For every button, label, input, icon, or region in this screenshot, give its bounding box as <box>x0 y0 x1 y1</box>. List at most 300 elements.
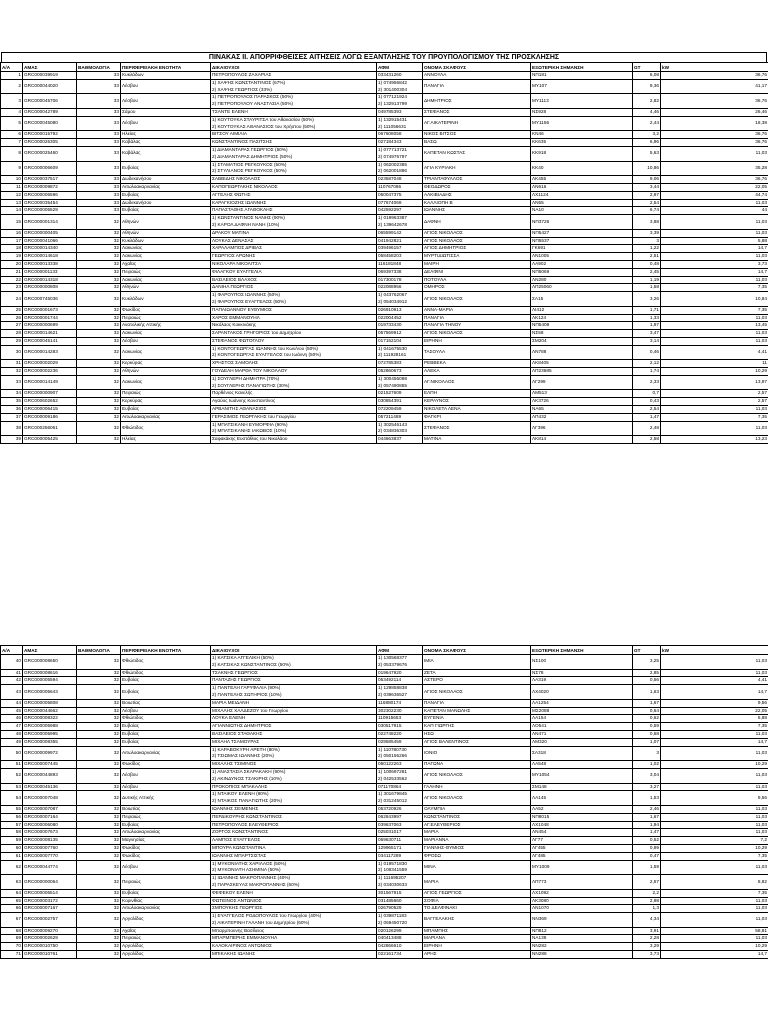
cell-line: 065599142 <box>378 229 402 235</box>
cell-score: 33 <box>77 146 121 161</box>
cell-beneficiaries <box>211 284 377 292</box>
cell-external-marking: ΛΝ454 <box>531 829 633 837</box>
cell-score: 32 <box>77 852 121 860</box>
cell-amas-code: GRC000014621 <box>23 330 77 338</box>
table-row <box>1 436 768 444</box>
cell-row-number: 34 <box>1 390 23 398</box>
cell-line: 1) ΜΠΑΤΣΙΚΑΝΗ ΕΥΜΟΡΦΙΑ (90%) <box>212 421 288 427</box>
cell-external-marking: ΚΝ46 <box>531 131 633 139</box>
cell-line: 2) 062001886 <box>378 168 407 174</box>
cell-regional-unit: Πειραιώς <box>121 935 211 943</box>
cell-external-marking: ΛΧ1124 <box>531 191 633 199</box>
cell-row-number: 67 <box>1 913 23 928</box>
cell-amas-code: GRC000001133 <box>23 268 77 276</box>
cell-external-marking: ΛΠ432 <box>531 413 633 421</box>
cell-external-marking: ΝΠ181 <box>531 72 633 80</box>
cell-beneficiaries <box>211 245 377 253</box>
table-row <box>1 131 768 139</box>
cell-score: 33 <box>77 131 121 139</box>
cell-external-marking: ΜΥ1009 <box>531 860 633 875</box>
table-row <box>1 421 768 436</box>
table-row <box>1 699 768 707</box>
cell-line: 2) ΑΚΙΝΔΥΝΟΣ ΤΣΑΚΙΡΗΣ (10%) <box>212 775 282 781</box>
cell-amas-code: GRC000045080 <box>23 116 77 131</box>
cell-external-marking: ΝΠ5069 <box>531 268 633 276</box>
cell-row-number: 36 <box>1 406 23 414</box>
cell-beneficiaries <box>211 813 377 821</box>
cell-external-marking: ΝΠ812 <box>531 927 633 935</box>
cell-external-marking: ΜΥ1156 <box>531 116 633 131</box>
cell-gt-value: 2,45 <box>633 268 661 276</box>
cell-regional-unit: Ευβοίας <box>121 889 211 897</box>
cell-line: ΓΟΥΔΕΛΗ ΜΑΡΘΑ ΤΟΥ ΝΙΚΟΛΑΟΥ <box>212 368 288 374</box>
cell-line: 022088956 <box>378 284 402 290</box>
cell-gt-value: 2,57 <box>633 875 661 890</box>
cell-gt-value: 2,44 <box>633 116 661 131</box>
cell-score: 32 <box>77 837 121 845</box>
cell-amas-code: GRC000014618 <box>23 253 77 261</box>
cell-tax-id <box>377 337 423 345</box>
cell-beneficiaries <box>211 436 377 444</box>
table-row <box>1 322 768 330</box>
cell-line: Μπαρμπουνης Βασίλειος <box>212 927 265 933</box>
cell-line: 2) 039636527 <box>378 691 407 697</box>
cell-tax-id <box>377 927 423 935</box>
cell-regional-unit: Ανατολικής Αττικής <box>121 322 211 330</box>
cell-gt-value: 1,59 <box>633 860 661 875</box>
cell-line: 1) 039871183 <box>378 913 407 919</box>
cell-regional-unit: Λακωνίας <box>121 245 211 253</box>
cell-gt-value: 2,12 <box>633 360 661 368</box>
cell-line: ΠΕΤΡΟΠΟΥΛΟΣ ΖΑΧΑΡΙΑΣ <box>212 72 272 77</box>
cell-external-marking: ΝΠ5537 <box>531 237 633 245</box>
cell-beneficiaries <box>211 94 377 109</box>
cell-regional-unit: Πειραιώς <box>121 390 211 398</box>
cell-line: ΜΙΧΑΛΗΣ ΤΣΙΜΙΝΟΣ <box>212 761 257 767</box>
cell-amas-code: GRC000009972 <box>23 746 77 761</box>
cell-beneficiaries <box>211 260 377 268</box>
cell-tax-id <box>377 951 423 959</box>
cell-beneficiaries <box>211 237 377 245</box>
cell-amas-code: GRC000001744 <box>23 314 77 322</box>
cell-row-number: 35 <box>1 398 23 406</box>
cell-line: 022004452 <box>378 314 402 320</box>
cell-regional-unit: Πειραιώς <box>121 314 211 322</box>
cell-amas-code: GRC000007760 <box>23 844 77 852</box>
cell-tax-id <box>377 368 423 376</box>
cell-vessel-name: ΘΕΟΔΩΡΟΣ <box>423 183 531 191</box>
cell-regional-unit: Δωδεκανήσου <box>121 176 211 184</box>
cell-vessel-name: ΠΟΤΟΥΛΑ <box>423 276 531 284</box>
cell-kw-value: 7,35 <box>661 723 768 731</box>
cell-score: 33 <box>77 183 121 191</box>
cell-vessel-name: ΙΩΑΝΝΗΣ <box>423 207 531 215</box>
table-row <box>1 715 768 723</box>
cell-regional-unit: Αιτωλοακαρνανίας <box>121 413 211 421</box>
cell-gt-value: 3 <box>633 746 661 761</box>
cell-external-marking: ΝΣ78 <box>531 669 633 677</box>
cell-tax-id <box>377 746 423 761</box>
cell-row-number: 20 <box>1 260 23 268</box>
cell-kw-value: 11,03 <box>661 813 768 821</box>
cell-vessel-name: ΜΑΡΙΑ <box>423 829 531 837</box>
cell-gt-value: 2,2 <box>633 889 661 897</box>
cell-vessel-name: ΕΙΡΗΝΗ <box>423 337 531 345</box>
table-row <box>1 260 768 268</box>
cell-gt-value: 3,27 <box>633 783 661 791</box>
cell-kw-value: 26,46 <box>661 108 768 116</box>
cell-score: 32 <box>77 791 121 806</box>
cell-beneficiaries <box>211 368 377 376</box>
cell-kw-value: 11,03 <box>661 783 768 791</box>
cell-row-number: 32 <box>1 368 23 376</box>
cell-amas-code: GRC000001314 <box>23 215 77 230</box>
cell-gt-value: 9,06 <box>633 176 661 184</box>
cell-line: ΜΠΙΚΑΚΗΣ ΙΩΑΝΗΣ <box>212 951 256 957</box>
cell-score: 32 <box>77 860 121 875</box>
cell-score: 32 <box>77 406 121 414</box>
column-header-regional-unit: ΠΕΡΙΦΕΡΕΙΑΚΗ ΕΝΟΤΗΤΑ <box>121 63 211 72</box>
cell-amas-code: GRC000602652 <box>23 398 77 406</box>
cell-line: 2) 108341559 <box>378 867 407 873</box>
cell-row-number: 13 <box>1 199 23 207</box>
cell-line: 2) 053379676 <box>378 661 407 667</box>
cell-regional-unit: Ευβοίας <box>121 207 211 215</box>
cell-tax-id <box>377 413 423 421</box>
cell-amas-code: GRC000003172 <box>23 897 77 905</box>
cell-score: 32 <box>77 322 121 330</box>
cell-row-number: 50 <box>1 746 23 761</box>
cell-external-marking: ΛΑ319 <box>531 677 633 685</box>
cell-score: 33 <box>77 176 121 184</box>
cell-beneficiaries <box>211 413 377 421</box>
cell-kw-value: 14,7 <box>661 685 768 700</box>
cell-amas-code: GRC000008650 <box>23 655 77 670</box>
cell-score: 33 <box>77 199 121 207</box>
cell-beneficiaries <box>211 677 377 685</box>
cell-tax-id <box>377 943 423 951</box>
cell-line: ΜΠΑΡΜΠΕΡΗΣ ΕΜΜΑΝΟΥΗΛ <box>212 935 278 941</box>
table-row <box>1 723 768 731</box>
cell-line: ΔΡΑΚΟΥ ΜΑΤΙΝΑ <box>212 229 250 235</box>
cell-amas-code: GRC000005529 <box>23 207 77 215</box>
cell-line: 050047375 <box>378 191 402 197</box>
cell-amas-code: GRC000025460 <box>23 146 77 161</box>
cell-vessel-name: ΙΜΙΑ <box>423 655 531 670</box>
table-row <box>1 398 768 406</box>
cell-vessel-name: ΜΑΤΙΝΑ <box>423 436 531 444</box>
cell-row-number: 31 <box>1 360 23 368</box>
cell-regional-unit: Αργολίδος <box>121 913 211 928</box>
cell-kw-value: 11,03 <box>661 669 768 677</box>
cell-external-marking: ΝΑ10 <box>531 207 633 215</box>
cell-beneficiaries <box>211 131 377 139</box>
cell-tax-id <box>377 390 423 398</box>
cell-score: 32 <box>77 436 121 444</box>
cell-row-number: 29 <box>1 337 23 345</box>
table-row <box>1 306 768 314</box>
cell-line: 021527609 <box>378 390 402 396</box>
cell-row-number: 30 <box>1 345 23 360</box>
cell-gt-value: 0,99 <box>633 844 661 852</box>
cell-vessel-name: ΜΥΡΤΙΔΙΩΤΙΣΣΑ <box>423 253 531 261</box>
cell-beneficiaries <box>211 685 377 700</box>
cell-row-number: 49 <box>1 738 23 746</box>
cell-external-marking: ΓΚ691 <box>531 245 633 253</box>
cell-beneficiaries <box>211 761 377 769</box>
cell-vessel-name: ΠΑΓΩΝΑ <box>423 761 531 769</box>
cell-external-marking: ΣΑ318 <box>531 746 633 761</box>
cell-amas-code: GRC000044662 <box>23 707 77 715</box>
cell-tax-id <box>377 875 423 890</box>
table-row <box>1 821 768 829</box>
cell-regional-unit: Φθιώτιδος <box>121 669 211 677</box>
cell-line: ΜΙΧΑΛΗΣ ΧΑΛΔΕΖΟΥ του Γεωργίου <box>212 707 289 713</box>
cell-amas-code: GRC000000405 <box>23 229 77 237</box>
cell-gt-value: 1,47 <box>633 829 661 837</box>
cell-tax-id <box>377 889 423 897</box>
table-title: ΠΙΝΑΚΑΣ ΙΙ. ΑΠΟΡΡΙΦΘΕΙΣΕΣ ΑΙΤΗΣΕΙΣ ΛΟΓΩ ΕΞΑΝΤΛΗΣΗΣ ΤΟΥ ΠΡΟΥΠΟΛΟΓΙΣΜΟΥ ΤΗΣ ΠΡΟΣΚΛΗΣΗΣ <box>1 52 767 62</box>
cell-line: 039637063 <box>378 821 402 827</box>
column-header-gt-value: GT <box>633 63 661 72</box>
cell-external-marking: ΛΑ1254 <box>531 699 633 707</box>
cell-line: 129965171 <box>378 844 402 850</box>
table-row <box>1 229 768 237</box>
cell-external-marking: ΛΓ455 <box>531 844 633 852</box>
cell-amas-code: GRC000042789 <box>23 108 77 116</box>
cell-external-marking: ΛΚ8405 <box>531 360 633 368</box>
cell-kw-value: 14,7 <box>661 245 768 253</box>
cell-external-marking: ΛΓ485 <box>531 852 633 860</box>
cell-kw-value: 11,03 <box>661 655 768 670</box>
cell-kw-value: 10,29 <box>661 761 768 769</box>
cell-amas-code: GRC000002029 <box>23 360 77 368</box>
cell-tax-id <box>377 253 423 261</box>
cell-tax-id <box>377 421 423 436</box>
cell-vessel-name: ΟΛΥΜΠΙΑ <box>423 805 531 813</box>
cell-regional-unit: Κυκλάδων <box>121 72 211 80</box>
cell-row-number: 57 <box>1 821 23 829</box>
table-row <box>1 905 768 913</box>
cell-regional-unit: Λέσβου <box>121 79 211 94</box>
cell-line: ΑΓΙΑΝΝΙΩΤΗΣ ΔΗΜΗΤΡΙΟΣ <box>212 723 272 729</box>
cell-vessel-name: ΑΓΙΟΣ ΝΙΚΟΛΑΟΣ <box>423 791 531 806</box>
cell-line: ΔΑΝΙΗΛ ΓΕΩΡΓΙΟΣ <box>212 284 254 290</box>
cell-beneficiaries <box>211 707 377 715</box>
cell-vessel-name: ΖΕΤΑ <box>423 669 531 677</box>
cell-kw-value: 44,74 <box>661 191 768 199</box>
cell-kw-value: 11,03 <box>661 146 768 161</box>
cell-score: 32 <box>77 292 121 307</box>
cell-score: 32 <box>77 669 121 677</box>
cell-beneficiaries <box>211 669 377 677</box>
cell-line: 2) ΚΑΡΟΛ ΔΑΦΝΗ ΝΑΝΗ (10%) <box>212 221 280 227</box>
cell-line: 1) ΚΟΝΤΟΓΕΩΡΓΑΣ ΙΩΑΝΝΗΣ του Κων/νου (50%) <box>212 345 318 351</box>
cell-line: 2) 111056631 <box>378 123 407 129</box>
table-row <box>1 139 768 147</box>
cell-score: 32 <box>77 276 121 284</box>
cell-external-marking: ΛΚ814 <box>531 436 633 444</box>
cell-regional-unit: Λέσβου <box>121 94 211 109</box>
cell-regional-unit: Λακωνίας <box>121 276 211 284</box>
table-row <box>1 237 768 245</box>
cell-vessel-name: ΕΥΓΕΝΙΑ <box>423 715 531 723</box>
cell-row-number: 9 <box>1 161 23 176</box>
cell-tax-id <box>377 730 423 738</box>
cell-tax-id <box>377 191 423 199</box>
cell-beneficiaries <box>211 791 377 806</box>
cell-line: 058458203 <box>378 253 402 259</box>
cell-line: 2) 057490855 <box>378 382 407 388</box>
column-header-row-number: Α/Α <box>1 646 23 655</box>
cell-line: 057211489 <box>378 413 402 419</box>
cell-amas-code: GRC000006514 <box>23 889 77 897</box>
cell-gt-value: 3,25 <box>633 655 661 670</box>
cell-score: 32 <box>77 715 121 723</box>
cell-score: 32 <box>77 260 121 268</box>
cell-score: 32 <box>77 229 121 237</box>
table-page-1 <box>0 52 768 444</box>
cell-row-number: 68 <box>1 927 23 935</box>
cell-regional-unit: Κυκλάδων <box>121 292 211 307</box>
cell-line: 2) 050156266 <box>378 753 407 759</box>
cell-regional-unit: Λέσβου <box>121 707 211 715</box>
cell-beneficiaries <box>211 72 377 80</box>
cell-tax-id <box>377 897 423 905</box>
cell-external-marking: ΛΧ1092 <box>531 889 633 897</box>
table-row <box>1 245 768 253</box>
cell-gt-value: 0,62 <box>633 715 661 723</box>
cell-line: 116181848 <box>378 260 402 266</box>
cell-regional-unit: Βοιωτίας <box>121 699 211 707</box>
cell-gt-value: 9,36 <box>633 79 661 94</box>
cell-score: 32 <box>77 237 121 245</box>
table-row <box>1 375 768 390</box>
cell-beneficiaries <box>211 421 377 436</box>
cell-line: 042866610 <box>378 943 402 949</box>
cell-external-marking: ΛΧ4020 <box>531 685 633 700</box>
cell-regional-unit: Σάμου <box>121 108 211 116</box>
cell-vessel-name: ΣΤΕΦΑΝΟΣ <box>423 108 531 116</box>
cell-amas-code: GRC000007048 <box>23 791 77 806</box>
cell-vessel-name: ΑΓ.ΕΛΕΥΘΕΡΙΟΣ <box>423 821 531 829</box>
cell-beneficiaries <box>211 161 377 176</box>
cell-regional-unit: Ηλείας <box>121 436 211 444</box>
cell-beneficiaries <box>211 345 377 360</box>
column-header-amas-code: ΑΜΑΣ <box>23 646 77 655</box>
cell-line: 1) ΚΑΡΑΒΟΚΥΡΗ ΑΡΕΤΗ (80%) <box>212 746 280 752</box>
cell-gt-value: 1,02 <box>633 761 661 769</box>
cell-external-marking: ΜΥ107 <box>531 79 633 94</box>
cell-score: 32 <box>77 398 121 406</box>
cell-line: 1) 062002385 <box>378 161 407 167</box>
cell-amas-code: GRC000045141 <box>23 337 77 345</box>
cell-line: ΠΑΠΑΙΩΑΝΝΟΥ ΕΥΘΥΜΙΟΣ <box>212 306 272 312</box>
cell-external-marking: ΜΥ1113 <box>531 94 633 109</box>
cell-line: ΜΠΟΥΡΑ ΚΩΝΣΤΑΝΤΙΝΑ <box>212 844 266 850</box>
cell-beneficiaries <box>211 330 377 338</box>
cell-beneficiaries <box>211 860 377 875</box>
cell-vessel-name: ΒΑΣΩ <box>423 139 531 147</box>
cell-line: 1) 019571830 <box>378 860 407 866</box>
cell-line: 053492114 <box>378 677 402 683</box>
cell-line: 022161734 <box>378 951 402 957</box>
cell-line: ΦΩΤΕΙΝΟΣ ΑΝΤΩΝΙΟΣ <box>212 897 262 903</box>
cell-line: 040413488 <box>378 935 402 941</box>
cell-amas-code: GRC000013338 <box>23 260 77 268</box>
cell-line: 1) 110780730 <box>378 746 407 752</box>
cell-beneficiaries <box>211 913 377 928</box>
cell-line: 2) 034030633 <box>378 881 407 887</box>
cell-vessel-name: ΑΓ.ΑΙΚΑΤΕΡΙΝΗ <box>423 116 531 131</box>
column-header-score: ΒΑΘΜΟΛΟΓΙΑ <box>77 63 121 72</box>
cell-line: ΓΕΡΑΣΙΜΟΣ ΓΕΩΡΓΑΚΗΣ του Γεωργίου <box>212 413 296 419</box>
cell-line: Αγαύος Ιωάννης Κονσταντίνος <box>212 398 276 404</box>
cell-vessel-name: ΒΑΓΓΕΛΑΚΗΣ <box>423 913 531 928</box>
cell-vessel-name: ΕΛΠΗ <box>423 390 531 398</box>
cell-amas-code: GRC000000064 <box>23 875 77 890</box>
table-row <box>1 805 768 813</box>
cell-amas-code: GRC000044020 <box>23 79 77 94</box>
cell-kw-value: 58,81 <box>661 927 768 935</box>
cell-regional-unit: Κυκλάδων <box>121 237 211 245</box>
table-row <box>1 913 768 928</box>
cell-line: 2) ΝΤΑΙΚΟΣ ΠΑΝΑΓΙΩΤΗΣ (20%) <box>212 798 282 804</box>
cell-external-marking: ΣΜ204 <box>531 337 633 345</box>
cell-amas-code: GRC000008616 <box>23 669 77 677</box>
cell-tax-id <box>377 768 423 783</box>
cell-score: 32 <box>77 927 121 935</box>
cell-tax-id <box>377 176 423 184</box>
cell-beneficiaries <box>211 314 377 322</box>
table-row <box>1 738 768 746</box>
table-row <box>1 199 768 207</box>
cell-vessel-name: ΝΙΚΟΛΕΤΑ ΛΕΝΑ <box>423 406 531 414</box>
cell-row-number: 42 <box>1 677 23 685</box>
cell-line: 039496157 <box>378 245 402 251</box>
cell-vessel-name: ΤΑΣΟΥΛΑ <box>423 345 531 360</box>
cell-score: 32 <box>77 699 121 707</box>
cell-gt-value: 2,54 <box>633 199 661 207</box>
cell-score: 32 <box>77 677 121 685</box>
cell-vessel-name: ΜΙΝΑ <box>423 860 531 875</box>
cell-line: 2) 042533562 <box>378 775 407 781</box>
cell-row-number: 6 <box>1 131 23 139</box>
cell-vessel-name: ΑΝΝΑ-ΜΑΡΙΑ <box>423 306 531 314</box>
cell-line: ΒΙΤΣΟΥ ΑΙΜΙΛΙΑ <box>212 131 247 137</box>
cell-row-number: 48 <box>1 730 23 738</box>
column-header-amas-code: ΑΜΑΣ <box>23 63 77 72</box>
cell-amas-code: GRC000007770 <box>23 852 77 860</box>
cell-gt-value: 3,04 <box>633 768 661 783</box>
cell-kw-value: 5,88 <box>661 715 768 723</box>
cell-line: ΣΤΕΦΑΝΟΣ ΦΩΤΟΓΛΟΥ <box>212 337 265 343</box>
table-row <box>1 935 768 943</box>
cell-gt-value: 1,74 <box>633 368 661 376</box>
table-row <box>1 927 768 935</box>
cell-amas-code: GRC000045706 <box>23 94 77 109</box>
cell-beneficiaries <box>211 207 377 215</box>
cell-kw-value: 10,29 <box>661 368 768 376</box>
cell-row-number: 14 <box>1 207 23 215</box>
cell-gt-value: 2,28 <box>633 935 661 943</box>
cell-tax-id <box>377 139 423 147</box>
cell-external-marking: ΝΠ5408 <box>531 322 633 330</box>
cell-tax-id <box>377 161 423 176</box>
cell-row-number: 62 <box>1 860 23 875</box>
cell-regional-unit: Αιτωλοακαρνανίας <box>121 905 211 913</box>
cell-row-number: 16 <box>1 229 23 237</box>
